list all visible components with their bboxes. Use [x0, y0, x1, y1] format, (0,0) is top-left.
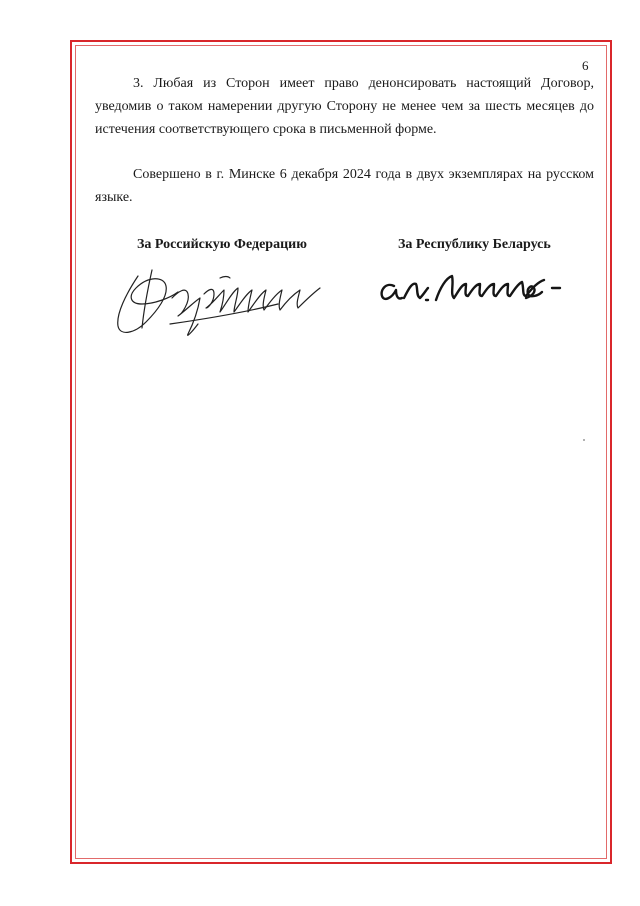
page-number: 6 [582, 58, 589, 73]
paragraph-denunciation: 3. Любая из Сторон имеет право денонсировать настоящий Договор, уведомив о таком намерении другую Сторону не менее чем за шесть месяцев до истечения соответствующего срока в письменной форме. [95, 76, 594, 137]
paragraph-done-in-minsk: Совершено в г. Минске 6 декабря 2024 года в двух экземплярах на русском языке. [95, 167, 594, 205]
signature-russia-handwritten [108, 264, 333, 342]
signature-heading-belarus: За Республику Беларусь [398, 237, 551, 252]
signature-belarus-handwritten [376, 268, 576, 308]
signature-heading-russia: За Российскую Федерацию [137, 237, 307, 252]
scan-speck [583, 439, 585, 441]
